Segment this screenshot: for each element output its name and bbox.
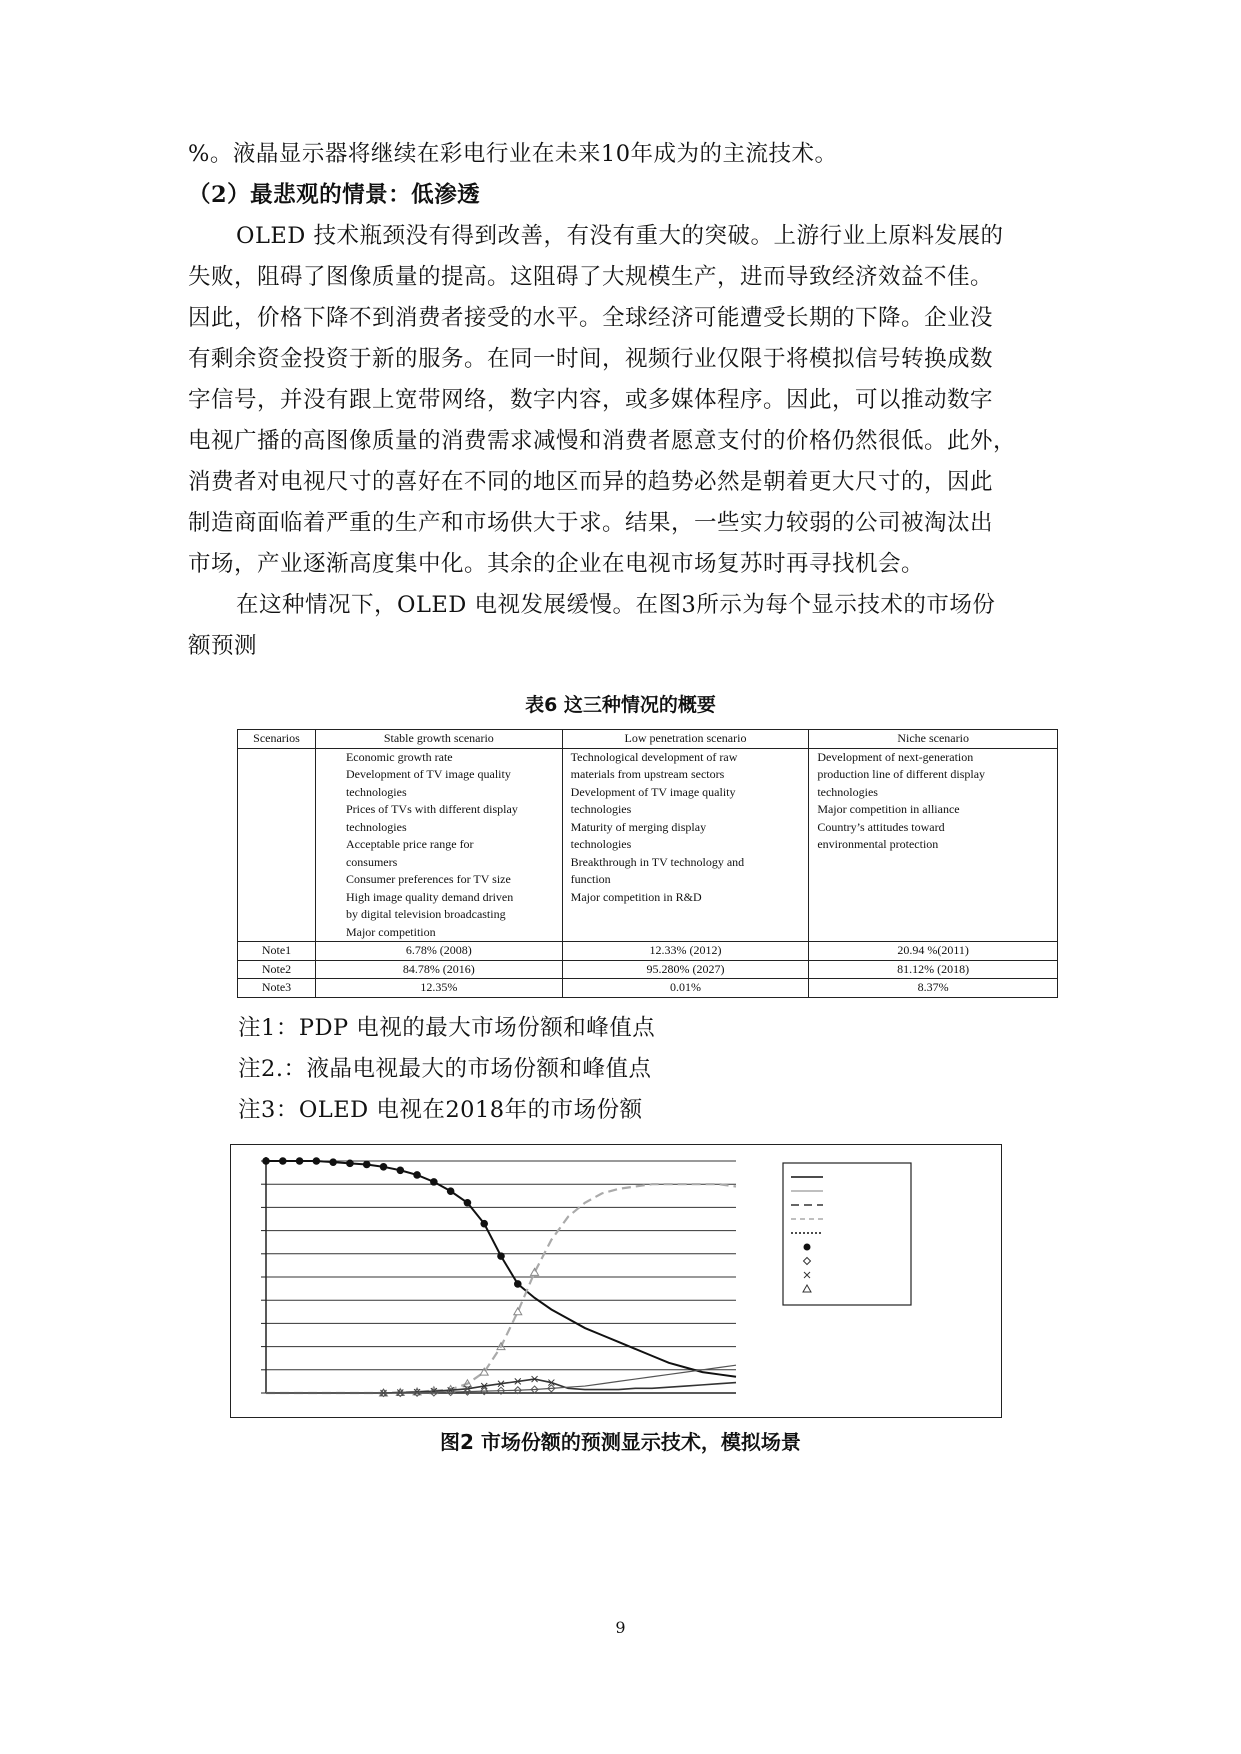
- data-point-dot: [447, 1187, 455, 1195]
- text-line: 因此，价格下降不到消费者接受的水平。全球经济可能遭受长期的下降。企业没: [188, 305, 994, 331]
- factor-item: Development of next-generation: [817, 749, 974, 764]
- legend-box: [783, 1163, 911, 1305]
- factor-item: Technological development of raw: [570, 749, 738, 764]
- legend-marker-dot: [804, 1244, 811, 1251]
- factor-item: Development of TV image quality: [570, 784, 736, 799]
- table-cell: 95.280% (2027): [562, 960, 809, 979]
- text-line: %。液晶显示器将继续在彩电行业在未来10年成为的主流技术。: [188, 141, 838, 167]
- factor-item: consumers: [345, 854, 398, 869]
- factor-item: technologies: [817, 784, 878, 799]
- factor-item: Maturity of merging display: [570, 819, 707, 834]
- data-point-dot: [396, 1166, 404, 1174]
- text-line: 额预测: [188, 633, 258, 659]
- factor-item: environmental protection: [817, 837, 939, 851]
- factor-item: materials from upstream sectors: [570, 767, 725, 781]
- notes: [238, 1008, 655, 1131]
- table-cell: 12.33% (2012): [562, 942, 809, 961]
- factor-item: technologies: [345, 819, 407, 834]
- factors-cell-low: [562, 748, 809, 942]
- factor-item: by digital television broadcasting: [345, 907, 506, 921]
- factor-item: Prices of TVs with different display: [345, 802, 518, 816]
- table-cell: 84.78% (2016): [315, 960, 562, 979]
- factor-item: Major competition in R&D: [570, 889, 702, 904]
- text-line: 电视广播的高图像质量的消费需求减慢和消费者愿意支付的价格仍然很低。此外，: [188, 428, 1017, 454]
- text-line: 制造商面临着严重的生产和市场供大于求。结果，一些实力较弱的公司被淘汰出: [188, 510, 994, 536]
- text-line: 字信号，并没有跟上宽带网络，数字内容，或多媒体程序。因此，可以推动数字: [188, 387, 994, 413]
- chart-canvas: [231, 1145, 1001, 1417]
- table-row: [238, 979, 1058, 998]
- factor-item: production line of different display: [817, 767, 986, 781]
- factors-cell-stable: [315, 748, 562, 942]
- data-point-dot: [480, 1220, 488, 1228]
- text-line: 失败，阻碍了图像质量的提高。这阻碍了大规模生产，进而导致经济效益不佳。: [188, 264, 994, 290]
- factor-item: Acceptable price range for: [345, 837, 474, 851]
- data-point-dot: [313, 1157, 321, 1165]
- factor-item: Breakthrough in TV technology and: [570, 854, 745, 869]
- data-point-dot: [262, 1157, 270, 1165]
- factors-cell-niche: [809, 748, 1058, 942]
- table-cell: 6.78% (2008): [315, 942, 562, 961]
- data-point-dot: [514, 1280, 522, 1288]
- data-point-dot: [380, 1163, 388, 1171]
- data-point-dot: [464, 1199, 472, 1207]
- data-point-dot: [329, 1158, 337, 1166]
- table-row: [238, 960, 1058, 979]
- factor-item: function: [570, 872, 611, 886]
- text-line: OLED 技术瓶颈没有得到改善，有没有重大的突破。上游行业上原料发展的: [236, 223, 1004, 249]
- table-cell: 81.12% (2018): [809, 960, 1058, 979]
- table-header-cell: Niche scenario: [809, 730, 1058, 749]
- factor-item: technologies: [570, 802, 632, 816]
- note-line: 注3：OLED 电视在2018年的市场份额: [238, 1097, 643, 1123]
- body-text: [188, 134, 1056, 667]
- table-caption: 表6 这三种情况的概要: [525, 694, 716, 716]
- data-point-dot: [497, 1252, 505, 1260]
- text-line: 市场，产业逐渐高度集中化。其余的企业在电视市场复苏时再寻找机会。: [188, 551, 925, 577]
- table-factors-row: [238, 748, 1058, 942]
- table-cell: 0.01%: [562, 979, 809, 998]
- factor-item: Country’s attitudes toward: [817, 819, 945, 834]
- market-share-chart: [230, 1144, 1002, 1418]
- note-line: 注1：PDP 电视的最大市场份额和峰值点: [238, 1015, 656, 1041]
- section-heading: （2）最悲观的情景：低渗透: [188, 182, 481, 208]
- table-cell: 20.94 %(2011): [809, 942, 1058, 961]
- factor-item: Major competition in alliance: [817, 802, 960, 816]
- text-line: 在这种情况下，OLED 电视发展缓慢。在图3所示为每个显示技术的市场份: [236, 592, 996, 618]
- data-point-dot: [279, 1157, 287, 1165]
- factor-item: Economic growth rate: [345, 749, 453, 764]
- data-point-dot: [363, 1161, 371, 1169]
- table-cell: Note3: [238, 979, 316, 998]
- table-cell: [238, 748, 316, 942]
- text-line: 有剩余资金投资于新的服务。在同一时间，视频行业仅限于将模拟信号转换成数: [188, 346, 994, 372]
- text-line: 消费者对电视尺寸的喜好在不同的地区而异的趋势必然是朝着更大尺寸的，因此: [188, 469, 994, 495]
- table-header-cell: Low penetration scenario: [562, 730, 809, 749]
- factor-item: Major competition: [345, 924, 436, 939]
- table-cell: 12.35%: [315, 979, 562, 998]
- data-point-dot: [346, 1160, 354, 1168]
- data-point-triangle: [531, 1268, 539, 1275]
- table-row: [238, 942, 1058, 961]
- table-cell: 8.37%: [809, 979, 1058, 998]
- factor-item: Consumer preferences for TV size: [345, 872, 511, 886]
- page-number: 9: [615, 1618, 626, 1637]
- factor-item: technologies: [345, 784, 407, 799]
- table-header-row: [238, 730, 1058, 749]
- factor-item: Development of TV image quality: [345, 767, 511, 781]
- table-header-cell: Stable growth scenario: [315, 730, 562, 749]
- data-point-dot: [430, 1178, 438, 1186]
- factor-item: High image quality demand driven: [345, 889, 514, 904]
- data-point-triangle: [514, 1308, 522, 1315]
- scenario-summary-table: [237, 729, 1058, 998]
- note-line: 注2.：液晶电视最大的市场份额和峰值点: [238, 1056, 652, 1082]
- figure-caption: 图2 市场份额的预测显示技术，模拟场景: [440, 1430, 801, 1454]
- factor-item: technologies: [570, 837, 632, 851]
- data-point-dot: [296, 1157, 304, 1165]
- data-point-dot: [413, 1171, 421, 1179]
- table-header-cell: Scenarios: [238, 730, 316, 749]
- table-cell: Note2: [238, 960, 316, 979]
- table-cell: Note1: [238, 942, 316, 961]
